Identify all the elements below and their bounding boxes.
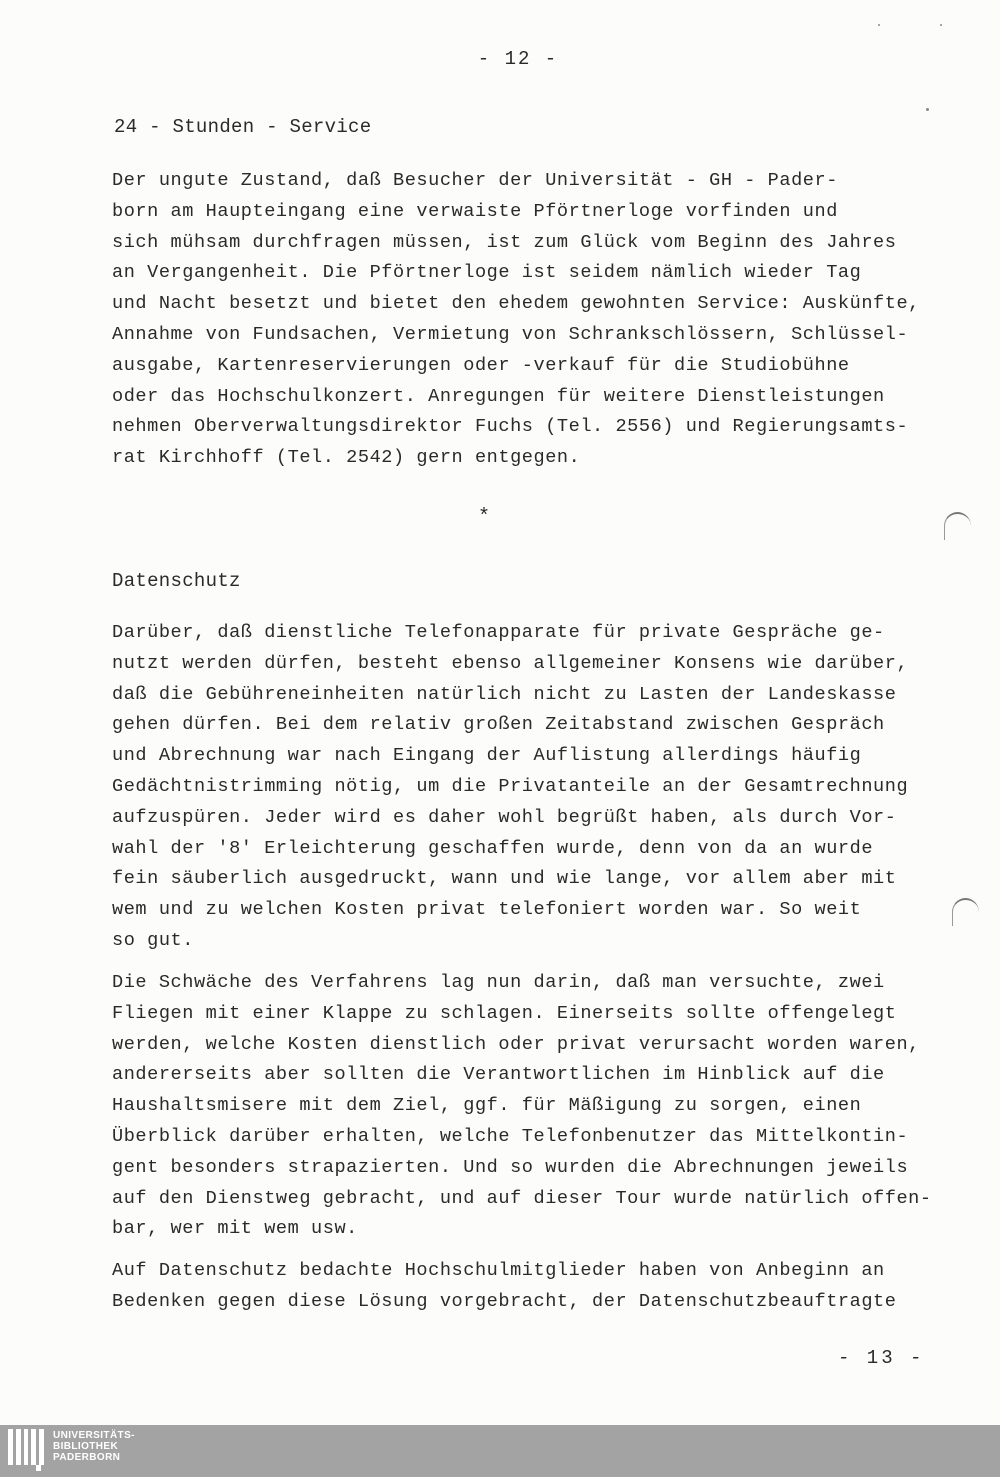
text-line: so gut. — [112, 929, 194, 951]
punch-hole-mark — [952, 898, 979, 926]
text-line: Darüber, daß dienstliche Telefonapparate für private Gespräche ge- — [112, 622, 885, 643]
logo-line: UNIVERSITÄTS- — [53, 1430, 135, 1441]
text-line: fein säuberlich ausgedruckt, wann und wie lange, vor allem aber mit — [112, 868, 897, 890]
section-separator: * — [478, 506, 491, 529]
scan-speck — [926, 108, 929, 111]
section-heading-service: 24 - Stunden - Service — [114, 116, 372, 138]
scan-speck — [878, 24, 880, 26]
text-line: an Vergangenheit. Die Pförtnerloge ist seidem nämlich wieder Tag — [112, 262, 862, 284]
text-line: und Abrechnung war nach Eingang der Auflistung allerdings häufig — [112, 745, 862, 767]
text-line: Auf Datenschutz bedachte Hochschulmitglieder haben von Anbeginn an — [112, 1260, 885, 1281]
library-footer-bar — [0, 1425, 1000, 1477]
text-line: Fliegen mit einer Klappe zu schlagen. Einerseits sollte offengelegt — [112, 1002, 897, 1024]
paragraph-datenschutz-3 — [112, 1256, 972, 1318]
next-page-marker: - 13 - — [838, 1347, 925, 1369]
text-line: nehmen Oberverwaltungsdirektor Fuchs (Tel. 2556) und Regierungsamts- — [112, 416, 909, 438]
paragraph-datenschutz-2 — [112, 968, 972, 1245]
text-line: Haushaltsmisere mit dem Ziel, ggf. für Mäßigung zu sorgen, einen — [112, 1095, 862, 1117]
text-line: und Nacht besetzt und bietet den ehedem gewohnten Service: Auskünfte, — [112, 293, 920, 315]
text-line: oder das Hochschulkonzert. Anregungen für weitere Dienstleistungen — [112, 385, 885, 407]
punch-hole-mark — [944, 512, 971, 540]
text-line: Gedächtnistrimming nötig, um die Privatanteile an der Gesamtrechnung — [112, 775, 909, 797]
text-line: daß die Gebühreneinheiten natürlich nicht zu Lasten der Landeskasse — [112, 683, 897, 705]
paragraph-datenschutz-1 — [112, 618, 972, 957]
text-line: rat Kirchhoff (Tel. 2542) gern entgegen. — [112, 447, 581, 469]
paragraph-service — [112, 166, 972, 474]
text-line: gent besonders strapazierten. Und so wurden die Abrechnungen jeweils — [112, 1156, 909, 1178]
logo-line: PADERBORN — [53, 1452, 121, 1463]
page-number: - 12 - — [477, 48, 559, 70]
text-line: nutzt werden dürfen, besteht ebenso allgemeiner Konsens wie darüber, — [112, 652, 909, 674]
text-line: bar, wer mit wem usw. — [112, 1218, 358, 1240]
text-line: gehen dürfen. Bei dem relativ großen Zeitabstand zwischen Gespräch — [112, 714, 885, 736]
library-logo-text — [53, 1430, 135, 1463]
text-line: Die Schwäche des Verfahrens lag nun darin, daß man versuchte, zwei — [112, 972, 885, 993]
text-line: ausgabe, Kartenreservierungen oder -verkauf für die Studiobühne — [112, 354, 850, 376]
text-line: born am Haupteingang eine verwaiste Pförtnerloge vorfinden und — [112, 200, 838, 222]
text-line: Annahme von Fundsachen, Vermietung von Schrankschlössern, Schlüssel- — [112, 323, 909, 345]
text-line: auf den Dienstweg gebracht, und auf dieser Tour wurde natürlich offen- — [112, 1187, 932, 1209]
text-line: werden, welche Kosten dienstlich oder privat verursacht worden waren, — [112, 1033, 920, 1055]
text-line: sich mühsam durchfragen müssen, ist zum Glück vom Beginn des Jahres — [112, 231, 897, 253]
text-line: Der ungute Zustand, daß Besucher der Universität - GH - Pader- — [112, 170, 838, 191]
text-line: Bedenken gegen diese Lösung vorgebracht, der Datenschutzbeauftragte — [112, 1290, 897, 1312]
text-line: wahl der '8' Erleichterung geschaffen wurde, denn von da an wurde — [112, 837, 874, 859]
section-heading-datenschutz: Datenschutz — [112, 570, 241, 592]
text-line: Überblick darüber erhalten, welche Telefonbenutzer das Mittelkontin- — [112, 1125, 909, 1147]
text-line: wem und zu welchen Kosten privat telefoniert worden war. So weit — [112, 899, 862, 921]
text-line: aufzuspüren. Jeder wird es daher wohl begrüßt haben, als durch Vor- — [112, 806, 897, 828]
library-logo-icon — [8, 1429, 44, 1471]
scan-speck — [940, 24, 942, 26]
logo-line: BIBLIOTHEK — [53, 1441, 119, 1452]
text-line: andererseits aber sollten die Verantwortlichen im Hinblick auf die — [112, 1064, 885, 1086]
